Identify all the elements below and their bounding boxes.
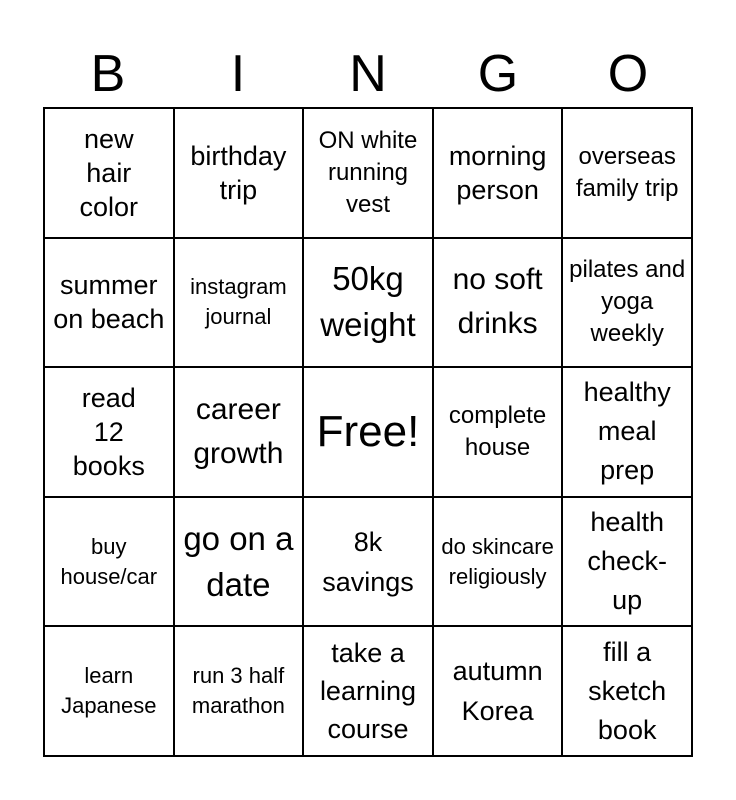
bingo-cell[interactable] [562,238,692,368]
bingo-header [43,44,693,104]
cell-text: ON white running vest [318,126,418,218]
cell-text: take a learning course [319,638,417,745]
header-letter-b: B [90,45,126,103]
bingo-cell[interactable] [562,367,692,497]
bingo-cell[interactable] [303,497,433,627]
bingo-cell[interactable] [44,238,174,368]
cell-text: learn Japanese [61,663,157,719]
bingo-cell[interactable] [562,626,692,756]
cell-text: pilates and yoga weekly [569,256,686,348]
bingo-cell[interactable] [174,108,304,238]
free-space[interactable] [303,367,433,497]
cell-text: new hair color [79,123,139,222]
cell-text: fill a sketch book [588,636,667,745]
bingo-cell[interactable] [174,367,304,497]
cell-text: healthy meal prep [583,377,671,486]
bingo-cell[interactable] [433,238,563,368]
cell-text: run 3 half marathon [191,663,285,719]
cell-text: do skincare religiously [441,533,554,589]
cell-text: complete house [448,401,547,461]
bingo-cell[interactable] [303,238,433,368]
cell-text: 50kg weight [320,260,416,344]
header-letter-g: G [477,45,519,103]
cell-text: career growth [193,392,284,470]
header-letter-n: N [349,45,387,103]
bingo-cell[interactable] [433,108,563,238]
cell-text: Free! [316,406,420,456]
cell-text: summer on beach [53,270,165,335]
bingo-cell[interactable] [562,497,692,627]
bingo-cell[interactable] [174,626,304,756]
cell-text: go on a date [183,519,294,603]
cell-text: 8k savings [322,526,414,597]
cell-text: morning person [448,140,547,205]
bingo-cell[interactable] [562,108,692,238]
cell-text: buy house/car [60,533,158,589]
bingo-cell[interactable] [44,626,174,756]
header-letter-i: I [230,45,246,103]
cell-text: autumn Korea [452,656,543,727]
cell-text: health check-up [587,507,667,616]
cell-text: no soft drinks [452,263,543,341]
bingo-board [43,107,693,757]
cell-text: instagram journal [190,274,287,330]
bingo-cell[interactable] [174,497,304,627]
bingo-cell[interactable] [303,108,433,238]
bingo-cell[interactable] [44,497,174,627]
bingo-cell[interactable] [433,497,563,627]
bingo-cell[interactable] [44,108,174,238]
cell-text: read 12 books [72,382,145,481]
cell-text: overseas family trip [575,142,679,202]
bingo-cell[interactable] [44,367,174,497]
header-letter-o: O [607,45,649,103]
cell-text: birthday trip [190,140,287,205]
bingo-cell[interactable] [433,367,563,497]
bingo-cell[interactable] [174,238,304,368]
bingo-cell[interactable] [303,626,433,756]
bingo-cell[interactable] [433,626,563,756]
